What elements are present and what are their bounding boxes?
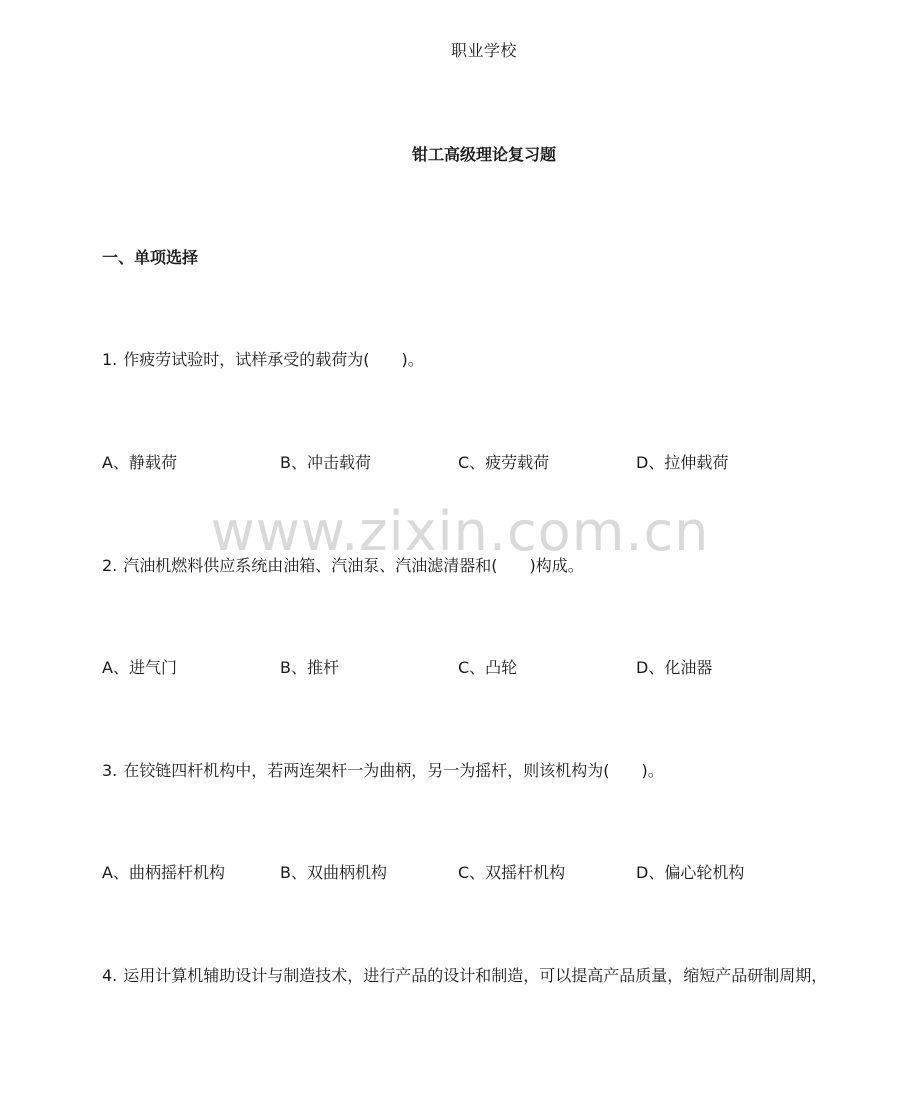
question-1 (102, 347, 424, 370)
document-title: 钳工高级理论复习题 (411, 145, 556, 164)
question-2 (102, 553, 584, 576)
question-number: 4. (102, 966, 118, 985)
option-c: C、双摇杆机构 (458, 863, 566, 882)
question-number: 2. (102, 556, 118, 575)
option-b: B、冲击载荷 (280, 453, 371, 472)
question-text: 在铰链四杆机构中，若两连架杆一为曲柄，另一为摇杆，则该机构为( )。 (123, 761, 664, 780)
option-a: A、曲柄摇杆机构 (102, 863, 225, 882)
question-4 (102, 963, 827, 986)
school-header: 职业学校 (450, 41, 517, 60)
option-d: D、偏心轮机构 (636, 863, 745, 882)
option-a: A、进气门 (102, 658, 177, 677)
option-d: D、拉伸载荷 (636, 453, 729, 472)
question-number: 3. (102, 761, 118, 780)
option-b: B、推杆 (280, 658, 339, 677)
watermark: www.zixin.com.cn (210, 500, 710, 563)
question-text: 运用计算机辅助设计与制造技术，进行产品的设计和制造，可以提高产品质量，缩短产品研制周期， (123, 966, 828, 985)
section-heading: 一、单项选择 (102, 248, 199, 267)
options-2 (102, 655, 902, 679)
option-c: C、凸轮 (458, 658, 518, 677)
option-d: D、化油器 (636, 658, 713, 677)
option-a: A、静载荷 (102, 453, 177, 472)
option-c: C、疲劳载荷 (458, 453, 550, 472)
question-text: 汽油机燃料供应系统由油箱、汽油泵、汽油滤清器和( )构成。 (123, 556, 584, 575)
question-number: 1. (102, 350, 118, 369)
question-3 (102, 758, 664, 781)
question-text: 作疲劳试验时，试样承受的载荷为( )。 (123, 350, 424, 369)
options-1 (102, 450, 902, 474)
options-3 (102, 860, 902, 884)
option-b: B、双曲柄机构 (280, 863, 387, 882)
